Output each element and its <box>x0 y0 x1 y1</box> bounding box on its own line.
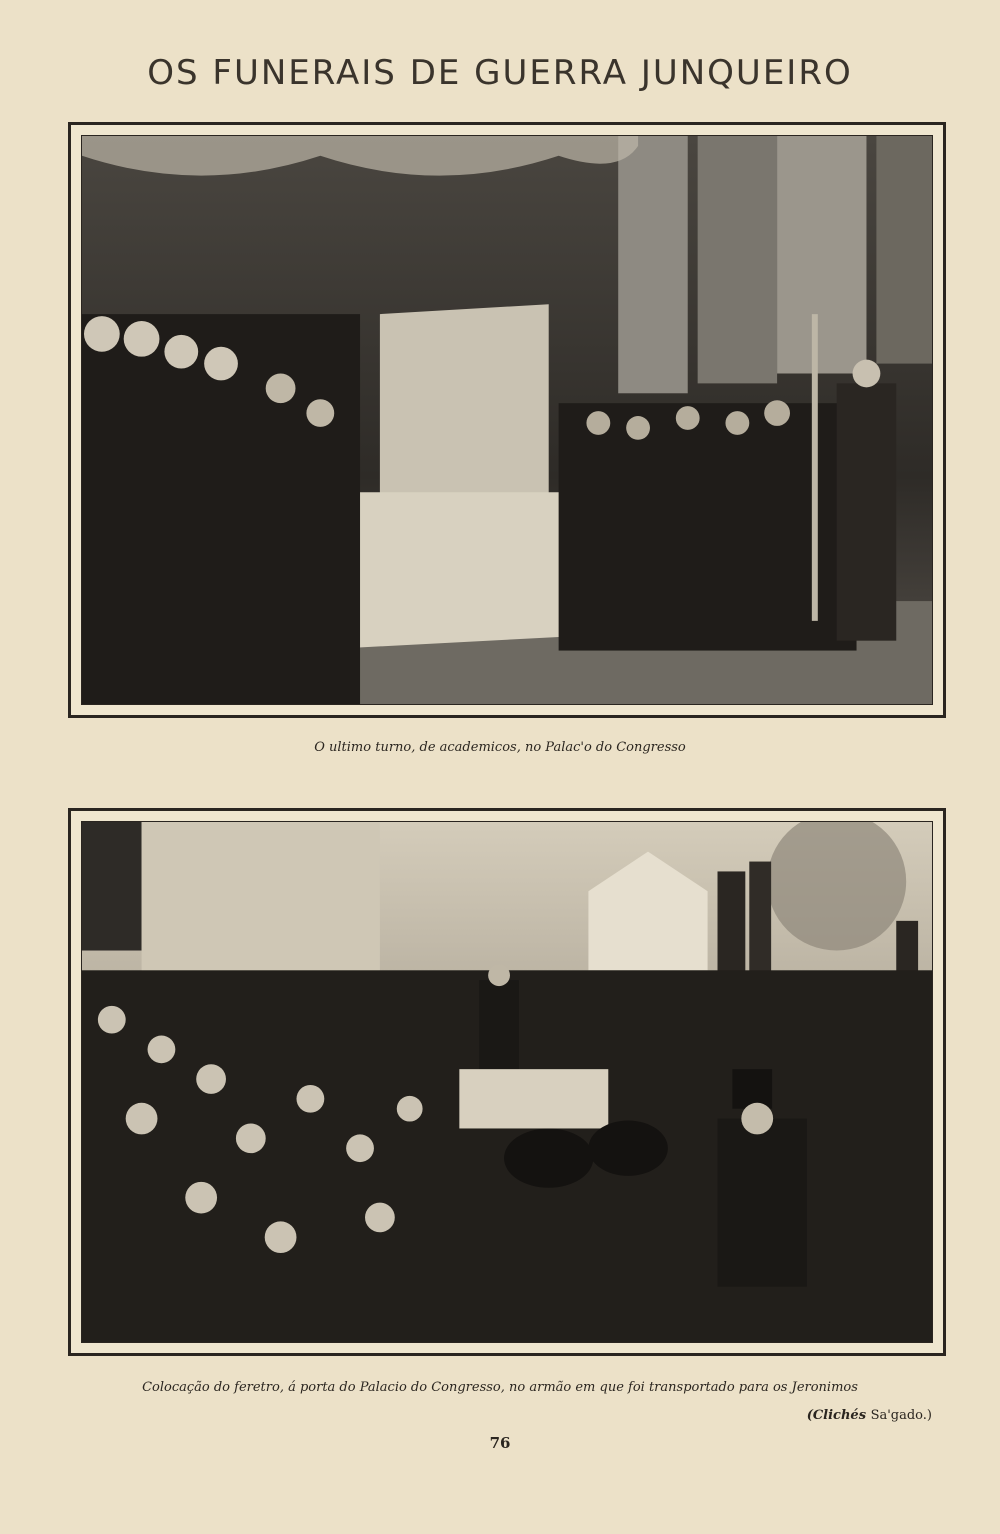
photo-coffin-placement-illustration <box>82 822 932 1342</box>
photo-last-vigil <box>68 122 946 718</box>
photo-coffin-placement <box>68 808 946 1356</box>
photo-last-vigil-caption: O ultimo turno, de academicos, no Palac'o do Congresso <box>314 740 686 755</box>
photo-last-vigil-illustration <box>82 136 932 704</box>
photo-credit-label: (Clichés <box>806 1408 867 1423</box>
page-number: 76 <box>489 1434 511 1452</box>
photo-coffin-placement-image <box>81 821 933 1343</box>
photo-coffin-placement-caption: Colocação do feretro, á porta do Palacio do Congresso, no armão em que foi transportado para os Jeronimos <box>142 1380 858 1395</box>
page-title: OS FUNERAIS DE GUERRA JUNQUEIRO <box>147 52 853 93</box>
photo-credit-name: Sa'gado.) <box>870 1408 932 1423</box>
photo-last-vigil-image <box>81 135 933 705</box>
photo-credit <box>807 1408 932 1423</box>
